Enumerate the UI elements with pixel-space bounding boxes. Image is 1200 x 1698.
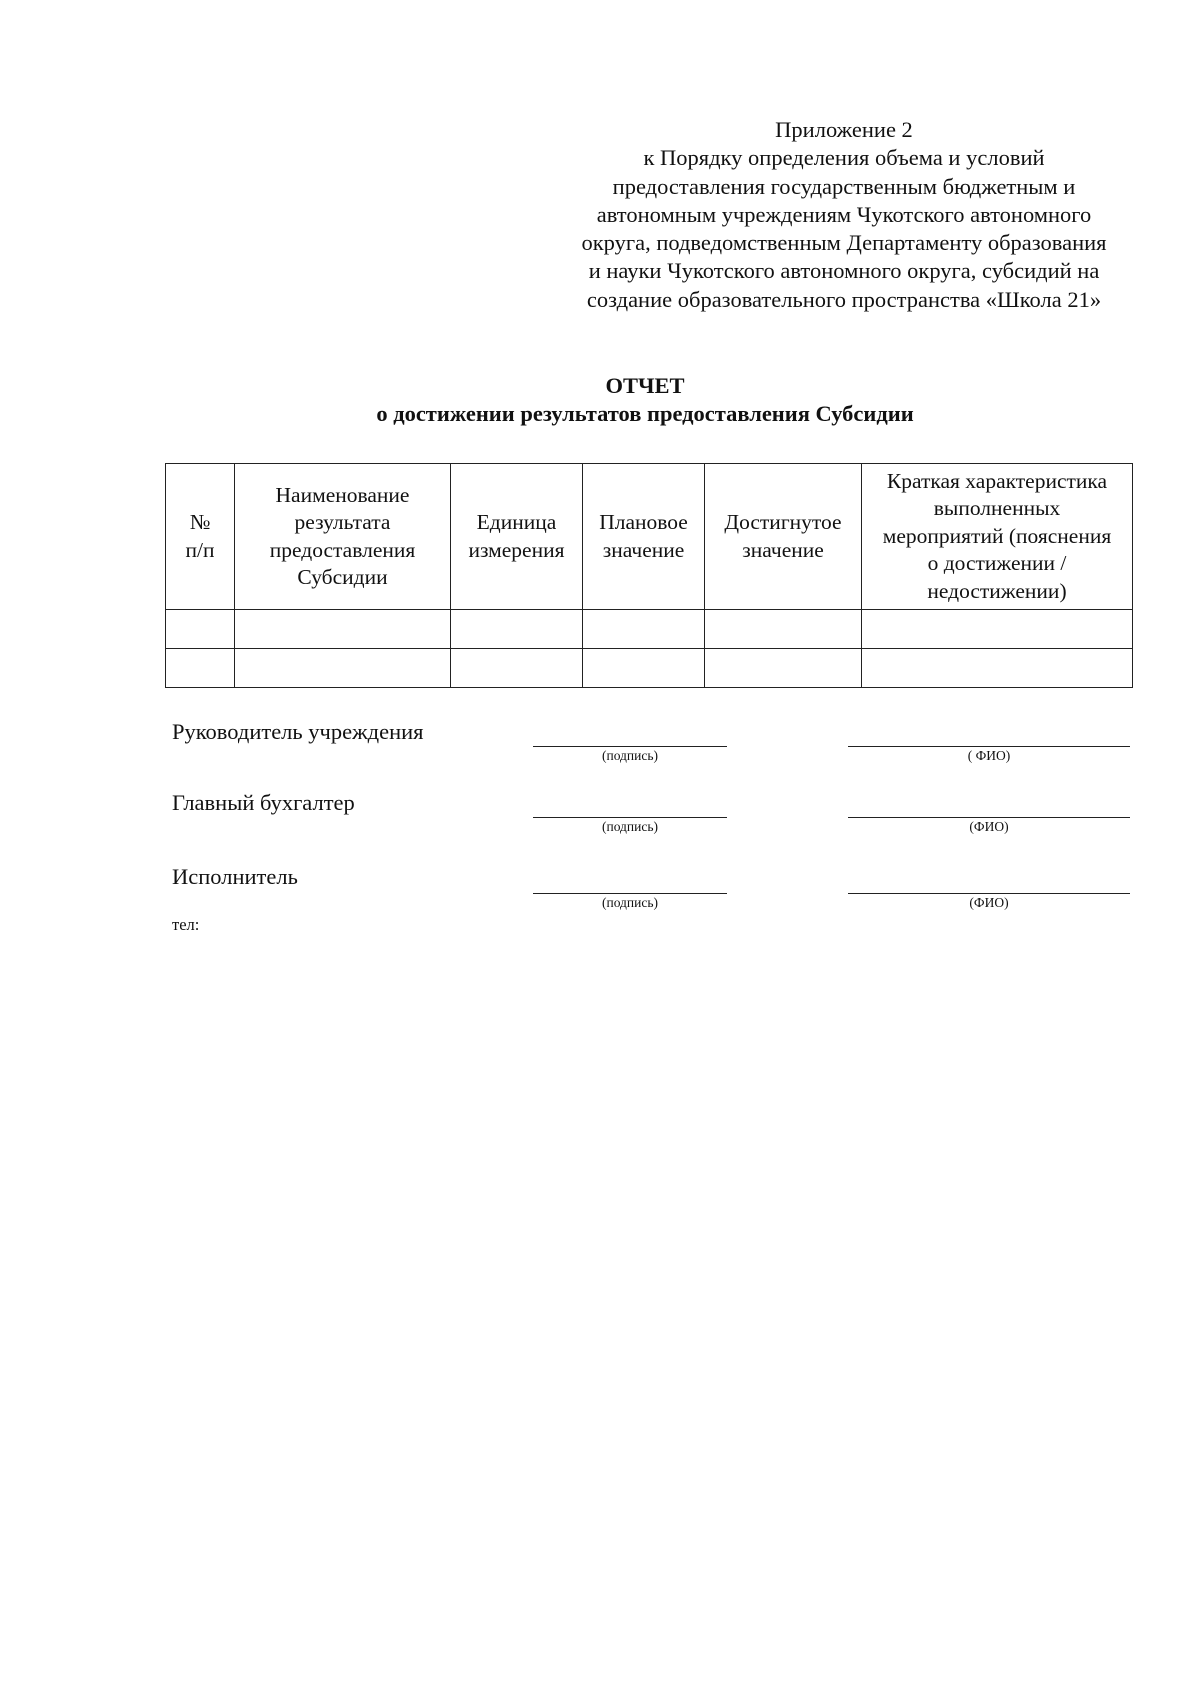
appendix-line: и науки Чукотского автономного округа, субсидий на xyxy=(588,258,1100,284)
header-text: недостижении) xyxy=(927,578,1067,603)
report-title: ОТЧЕТ xyxy=(605,373,685,398)
header-text: Наименование xyxy=(275,482,410,507)
header-text: измерения xyxy=(468,537,565,562)
header-text: значение xyxy=(602,537,685,562)
report-subtitle: о достижении результатов предоставления Субсидии xyxy=(376,401,914,426)
appendix-line: автономным учреждениям Чукотского автономного xyxy=(596,201,1092,227)
appendix-line: предоставления государственным бюджетным и xyxy=(612,173,1076,199)
header-text: о достижении / xyxy=(927,551,1067,576)
table-row xyxy=(166,610,1133,649)
table-cell xyxy=(705,610,862,649)
signature-role: Руководитель учреждения xyxy=(172,719,424,744)
header-text: Субсидии xyxy=(297,565,388,589)
header-planned-value xyxy=(583,464,705,610)
signature-row-executor xyxy=(0,863,1200,919)
report-title-block xyxy=(150,372,1140,428)
header-text: Краткая характеристика xyxy=(886,468,1108,493)
table-cell xyxy=(235,610,451,649)
header-text: п/п xyxy=(185,537,215,562)
header-number xyxy=(166,464,235,610)
table-cell xyxy=(451,649,583,688)
appendix-line: к Порядку определения объема и условий xyxy=(643,145,1045,171)
signature-caption: (подпись) xyxy=(601,895,659,910)
name-line xyxy=(848,893,1130,894)
table-cell xyxy=(166,649,235,688)
signature-role: Главный бухгалтер xyxy=(172,790,355,815)
table-cell xyxy=(862,610,1133,649)
signature-row-accountant xyxy=(0,789,1200,845)
signature-role: Исполнитель xyxy=(172,864,298,889)
appendix-header xyxy=(556,116,1132,314)
header-text: предоставления xyxy=(269,537,416,562)
signature-line xyxy=(533,893,727,894)
header-description xyxy=(862,464,1133,610)
header-unit xyxy=(451,464,583,610)
header-text: № xyxy=(189,510,211,534)
signature-row-head xyxy=(0,718,1200,774)
signature-caption: (подпись) xyxy=(601,819,659,834)
phone-label: тел: xyxy=(172,915,200,934)
table-row xyxy=(166,649,1133,688)
appendix-line: Приложение 2 xyxy=(775,117,913,142)
header-result-name xyxy=(235,464,451,610)
name-caption: (ФИО) xyxy=(969,895,1009,910)
signature-caption: (подпись) xyxy=(601,748,659,763)
name-line xyxy=(848,746,1130,747)
name-caption: ( ФИО) xyxy=(967,748,1011,763)
header-text: мероприятий (пояснения xyxy=(882,523,1112,548)
table-cell xyxy=(862,649,1133,688)
appendix-line: округа, подведомственным Департаменту образования xyxy=(581,230,1107,256)
name-line xyxy=(848,817,1130,818)
signature-line xyxy=(533,817,727,818)
table-cell xyxy=(166,610,235,649)
results-table xyxy=(165,463,1133,688)
table-cell xyxy=(451,610,583,649)
table-cell xyxy=(235,649,451,688)
signature-line xyxy=(533,746,727,747)
header-text: значение xyxy=(742,537,824,562)
table-header-row xyxy=(166,464,1133,610)
table-cell xyxy=(583,649,705,688)
table-cell xyxy=(705,649,862,688)
header-text: результата xyxy=(294,510,391,534)
header-achieved-value xyxy=(705,464,862,610)
table-cell xyxy=(583,610,705,649)
header-text: Достигнутое xyxy=(724,510,842,534)
header-text: Плановое xyxy=(599,510,688,534)
appendix-line: создание образовательного пространства «Школа 21» xyxy=(586,286,1102,312)
header-text: Единица xyxy=(476,510,557,534)
header-text: выполненных xyxy=(933,496,1061,521)
name-caption: (ФИО) xyxy=(969,819,1009,834)
